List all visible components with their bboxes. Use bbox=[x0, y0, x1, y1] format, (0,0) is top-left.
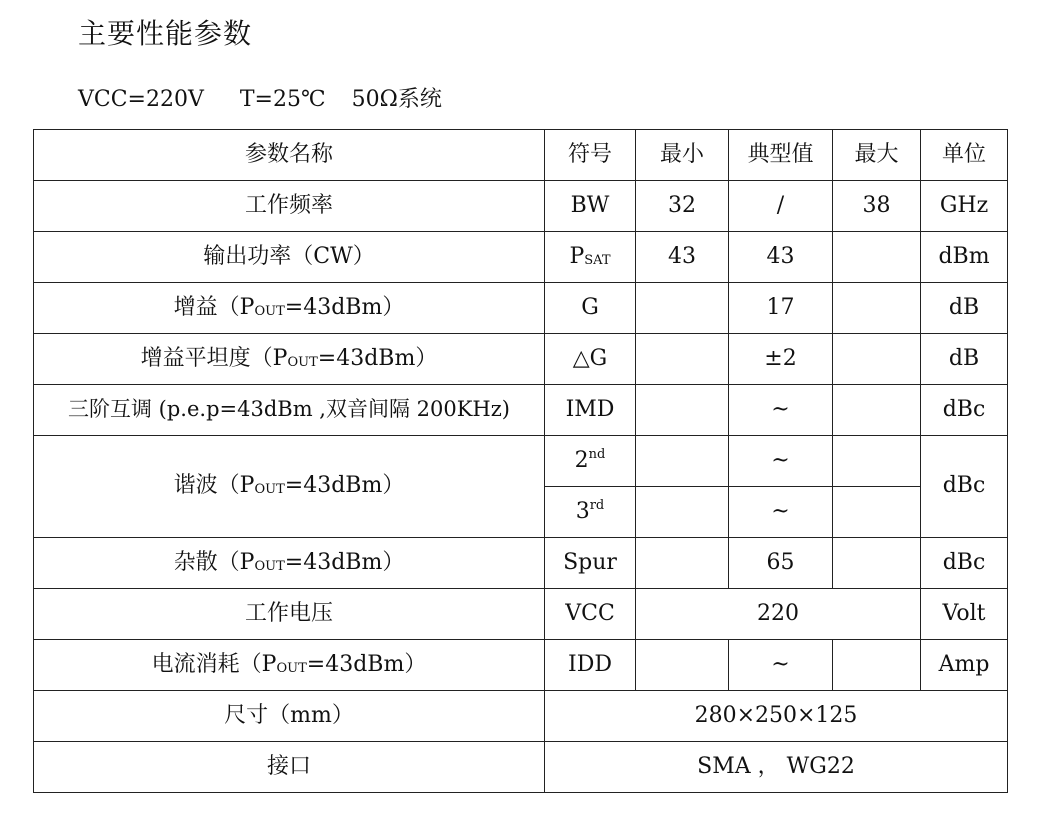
param-value: 220 bbox=[636, 589, 921, 640]
param-min bbox=[636, 538, 729, 589]
table-row bbox=[34, 181, 1008, 232]
table-row bbox=[34, 436, 1008, 487]
param-min bbox=[636, 640, 729, 691]
param-typ: ~ bbox=[729, 487, 833, 538]
condition-vcc: VCC=220V bbox=[78, 87, 204, 112]
param-symbol: BW bbox=[545, 181, 636, 232]
header-symbol: 符号 bbox=[545, 130, 636, 181]
param-unit: dBc bbox=[921, 385, 1008, 436]
symbol-superscript: rd bbox=[589, 498, 605, 514]
param-symbol bbox=[545, 436, 636, 487]
param-typ: ~ bbox=[729, 640, 833, 691]
symbol-subscript: SAT bbox=[584, 252, 611, 268]
param-symbol: IDD bbox=[545, 640, 636, 691]
name-suffix: =43dBm） bbox=[284, 549, 405, 575]
param-max bbox=[833, 640, 921, 691]
condition-temperature: T=25℃ bbox=[239, 87, 326, 112]
table-row bbox=[34, 538, 1008, 589]
name-prefix: 谐波（P bbox=[173, 473, 255, 499]
param-max bbox=[833, 385, 921, 436]
param-symbol: Spur bbox=[545, 538, 636, 589]
header-unit: 单位 bbox=[921, 130, 1008, 181]
param-symbol bbox=[545, 232, 636, 283]
param-min: 43 bbox=[636, 232, 729, 283]
param-unit: dB bbox=[921, 334, 1008, 385]
document-title: 主要性能参数 bbox=[78, 17, 253, 50]
param-typ: ~ bbox=[729, 436, 833, 487]
param-name bbox=[34, 283, 545, 334]
table-row bbox=[34, 385, 1008, 436]
condition-impedance: 50Ω系统 bbox=[351, 87, 442, 112]
param-name bbox=[34, 640, 545, 691]
param-value: 280×250×125 bbox=[545, 691, 1008, 742]
param-typ: 65 bbox=[729, 538, 833, 589]
param-unit: Amp bbox=[921, 640, 1008, 691]
header-typ: 典型值 bbox=[729, 130, 833, 181]
param-unit: dB bbox=[921, 283, 1008, 334]
param-max: 38 bbox=[833, 181, 921, 232]
param-min bbox=[636, 436, 729, 487]
table-header-row bbox=[34, 130, 1008, 181]
test-conditions bbox=[78, 82, 442, 113]
table-row bbox=[34, 334, 1008, 385]
param-symbol bbox=[545, 487, 636, 538]
table-row bbox=[34, 742, 1008, 793]
table-row bbox=[34, 283, 1008, 334]
param-typ: ±2 bbox=[729, 334, 833, 385]
param-name: 接口 bbox=[34, 742, 545, 793]
name-prefix: 电流消耗（P bbox=[151, 651, 277, 677]
param-max bbox=[833, 334, 921, 385]
name-suffix: =43dBm） bbox=[284, 294, 405, 320]
param-name: 工作电压 bbox=[34, 589, 545, 640]
param-unit: dBc bbox=[921, 538, 1008, 589]
param-name bbox=[34, 436, 545, 538]
table-row bbox=[34, 589, 1008, 640]
param-max bbox=[833, 283, 921, 334]
name-subscript: OUT bbox=[254, 303, 285, 319]
param-unit: dBm bbox=[921, 232, 1008, 283]
name-subscript: OUT bbox=[287, 354, 318, 370]
param-max bbox=[833, 232, 921, 283]
name-prefix: 增益平坦度（P bbox=[140, 345, 288, 371]
param-symbol: G bbox=[545, 283, 636, 334]
symbol-superscript: nd bbox=[588, 447, 606, 463]
param-name: 尺寸（mm） bbox=[34, 691, 545, 742]
symbol-main: 3 bbox=[575, 499, 590, 525]
param-name bbox=[34, 334, 545, 385]
param-min: 32 bbox=[636, 181, 729, 232]
header-min: 最小 bbox=[636, 130, 729, 181]
header-param-name: 参数名称 bbox=[34, 130, 545, 181]
table-row bbox=[34, 691, 1008, 742]
name-suffix: =43dBm） bbox=[284, 473, 405, 499]
name-prefix: 杂散（P bbox=[173, 549, 255, 575]
symbol-main: P bbox=[569, 243, 585, 269]
param-typ: ~ bbox=[729, 385, 833, 436]
param-name bbox=[34, 538, 545, 589]
param-typ: / bbox=[729, 181, 833, 232]
param-symbol: △G bbox=[545, 334, 636, 385]
symbol-main: 2 bbox=[574, 448, 589, 474]
param-max bbox=[833, 436, 921, 487]
param-name: 三阶互调 (p.e.p=43dBm ,双音间隔 200KHz) bbox=[34, 385, 545, 436]
param-max bbox=[833, 487, 921, 538]
param-unit: dBc bbox=[921, 436, 1008, 538]
spec-table bbox=[33, 129, 1008, 793]
header-max: 最大 bbox=[833, 130, 921, 181]
param-unit: GHz bbox=[921, 181, 1008, 232]
param-symbol: IMD bbox=[545, 385, 636, 436]
name-prefix: 增益（P bbox=[173, 294, 255, 320]
param-min bbox=[636, 487, 729, 538]
name-subscript: OUT bbox=[276, 660, 307, 676]
param-typ: 43 bbox=[729, 232, 833, 283]
param-name: 工作频率 bbox=[34, 181, 545, 232]
param-symbol: VCC bbox=[545, 589, 636, 640]
param-min bbox=[636, 385, 729, 436]
param-value: SMA ， WG22 bbox=[545, 742, 1008, 793]
param-typ: 17 bbox=[729, 283, 833, 334]
param-min bbox=[636, 283, 729, 334]
param-unit: Volt bbox=[921, 589, 1008, 640]
param-max bbox=[833, 538, 921, 589]
name-subscript: OUT bbox=[254, 482, 285, 498]
name-subscript: OUT bbox=[254, 558, 285, 574]
param-min bbox=[636, 334, 729, 385]
param-name: 输出功率（CW） bbox=[34, 232, 545, 283]
name-suffix: =43dBm） bbox=[317, 345, 438, 371]
table-row bbox=[34, 640, 1008, 691]
name-suffix: =43dBm） bbox=[306, 651, 427, 677]
table-row bbox=[34, 232, 1008, 283]
